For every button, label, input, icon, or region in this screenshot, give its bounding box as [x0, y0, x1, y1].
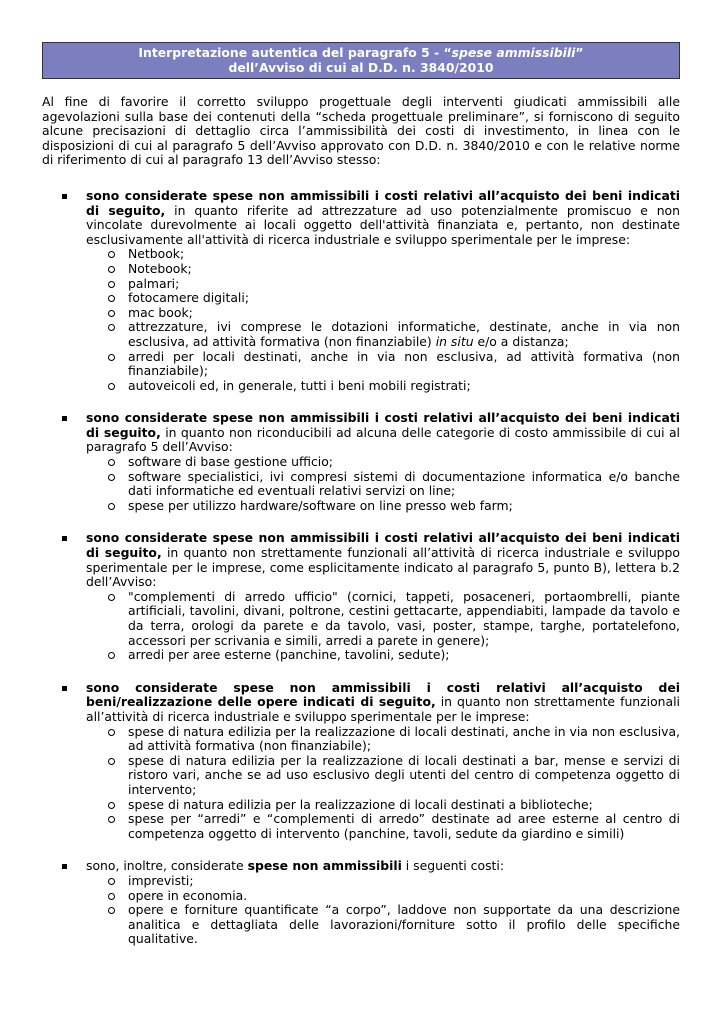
- list-item: arredi per aree esterne (panchine, tavolini, sedute);: [86, 648, 680, 663]
- square-bullet-icon: [62, 536, 67, 541]
- circle-bullet-icon: [108, 474, 115, 481]
- circle-bullet-icon: [108, 878, 115, 885]
- list-item: Notebook;: [86, 262, 680, 277]
- section-1-list: [86, 247, 680, 393]
- list-item: mac book;: [86, 306, 680, 321]
- circle-bullet-icon: [108, 266, 115, 273]
- title-box: [42, 42, 680, 79]
- list-item: spese di natura edilizia per la realizzazione di locali destinati a biblioteche;: [86, 798, 680, 813]
- section-4-list: [86, 725, 680, 842]
- list-item: autoveicoli ed, in generale, tutti i beni mobili registrati;: [86, 379, 680, 394]
- list-item: software specialistici, ivi compresi sistemi di documentazione informatica e/o banche dati informatiche ed eventuali relativi servizi on line;: [86, 470, 680, 499]
- list-item: arredi per locali destinati, anche in via non esclusiva, ad attività formativa (non finanziabile);: [86, 350, 680, 379]
- circle-bullet-icon: [108, 459, 115, 466]
- circle-bullet-icon: [108, 594, 115, 601]
- square-bullet-icon: [62, 864, 67, 869]
- circle-bullet-icon: [108, 310, 115, 317]
- intro-paragraph: Al fine di favorire il corretto sviluppo progettuale degli interventi giudicati ammissibili alle agevolazioni sulla base dei contenuti della “scheda progettuale preliminare”, si forniscono di seguito alcune precisazioni di dettaglio circa l’ammissibilità dei costi di investimento, in linea con le disposizioni di cui al paragrafo 5 dell’Avviso approvato con D.D. n. 3840/2010 e con le relative norme di riferimento di cui al paragrafo 13 dell’Avviso stesso:: [42, 94, 680, 168]
- list-item: palmari;: [86, 277, 680, 292]
- circle-bullet-icon: [108, 802, 115, 809]
- section-2: sono considerate spese non ammissibili i costi relativi all’acquisto dei beni indicati di seguito, in quanto non riconducibili ad alcuna delle categorie di costo ammissibile di cui al paragrafo 5 dell’Avviso: software di base gestione ufficio; software specialistici, ivi compresi sistemi di documentazione informatica e/o banche dati informatiche ed eventuali relativi servizi on line; spese per utilizzo hardware/software on line presso web farm;: [42, 411, 680, 513]
- list-item: attrezzature, ivi comprese le dotazioni informatiche, destinate, anche in via non esclusiva, ad attività formativa (non finanziabile) in situ e/o a distanza;: [86, 320, 680, 349]
- section-2-list: [86, 455, 680, 513]
- circle-bullet-icon: [108, 907, 115, 914]
- circle-bullet-icon: [108, 281, 115, 288]
- list-item: opere e forniture quantificate “a corpo”, laddove non supportate da una descrizione analitica e dettagliata delle lavorazioni/forniture sotto il profilo delle specifiche qualitative.: [86, 903, 680, 947]
- list-item: imprevisti;: [86, 874, 680, 889]
- section-5: sono, inoltre, considerate spese non ammissibili i seguenti costi: imprevisti; opere in economia. opere e forniture quantificate “a corpo”, laddove non supportate da una descrizione analitica e dettagliata delle lavorazioni/forniture sotto il profilo delle specifiche qualitative.: [42, 859, 680, 947]
- title-line-2: dell’Avviso di cui al D.D. n. 3840/2010: [228, 60, 494, 75]
- list-item: spese per “arredi” e “complementi di arredo” destinate ad aree esterne al centro di competenza oggetto di intervento (panchine, tavoli, sedute da giardino e simili): [86, 812, 680, 841]
- list-item: spese di natura edilizia per la realizzazione di locali destinati a bar, mense e servizi di ristoro vari, anche se ad uso esclusivo degli utenti del centro di competenza oggetto di intervento;: [86, 754, 680, 798]
- list-item: software di base gestione ufficio;: [86, 455, 680, 470]
- square-bullet-icon: [62, 194, 67, 199]
- section-3-list: [86, 590, 680, 663]
- circle-bullet-icon: [108, 652, 115, 659]
- circle-bullet-icon: [108, 383, 115, 390]
- circle-bullet-icon: [108, 729, 115, 736]
- circle-bullet-icon: [108, 758, 115, 765]
- list-item: spese per utilizzo hardware/software on line presso web farm;: [86, 499, 680, 514]
- circle-bullet-icon: [108, 354, 115, 361]
- title-line-1: Interpretazione autentica del paragrafo 5 - “spese ammissibili”: [138, 45, 584, 60]
- circle-bullet-icon: [108, 816, 115, 823]
- circle-bullet-icon: [108, 893, 115, 900]
- circle-bullet-icon: [108, 295, 115, 302]
- section-1: sono considerate spese non ammissibili i costi relativi all’acquisto dei beni indicati di seguito, in quanto riferite ad attrezzature ad uso potenzialmente promiscuo e non vincolate durevolmente ai locali oggetto dell'attività finanziata e, pertanto, non destinate esclusivamente all'attività di ricerca industriale e sviluppo sperimentale per le imprese: Netbook; Notebook; palmari; fotocamere digitali; mac book; attrezzature, ivi comprese le dotazioni informatiche, destinate, anche in via non esclusiva, ad attività formativa (non finanziabile) in situ e/o a distanza; arredi per locali destinati, anche in via non esclusiva, ad attività formativa (non finanziabile); autoveicoli ed, in generale, tutti i beni mobili registrati;: [42, 189, 680, 393]
- list-item: fotocamere digitali;: [86, 291, 680, 306]
- section-3: sono considerate spese non ammissibili i costi relativi all’acquisto dei beni indicati di seguito, in quanto non strettamente funzionali all’attività di ricerca industriale e sviluppo sperimentale per le imprese, come esplicitamente indicato al paragrafo 5, punto B), lettera b.2 dell’Avviso: "complementi di arredo ufficio" (cornici, tappeti, posaceneri, portaombrelli, piante artificiali, tavolini, divani, poltrone, cestini gettacarte, appendiabiti, lampade da tavolo e da terra, orologi da parete e da tavolo, vasi, poster, stampe, targhe, portatelefono, accessori per scrivania e simili, arredi a parete in genere); arredi per aree esterne (panchine, tavolini, sedute);: [42, 531, 680, 662]
- section-5-list: [86, 874, 680, 947]
- document-page: [42, 42, 680, 947]
- list-item: opere in economia.: [86, 889, 680, 904]
- circle-bullet-icon: [108, 251, 115, 258]
- list-item: "complementi di arredo ufficio" (cornici, tappeti, posaceneri, portaombrelli, piante artificiali, tavolini, divani, poltrone, cestini gettacarte, appendiabiti, lampade da tavolo e da terra, orologi da parete e da tavolo, vasi, poster, stampe, targhe, portatelefono, accessori per scrivania e simili, arredi a parete in genere);: [86, 590, 680, 648]
- list-item: Netbook;: [86, 247, 680, 262]
- circle-bullet-icon: [108, 324, 115, 331]
- square-bullet-icon: [62, 686, 67, 691]
- circle-bullet-icon: [108, 503, 115, 510]
- square-bullet-icon: [62, 416, 67, 421]
- section-4: sono considerate spese non ammissibili i costi relativi all’acquisto dei beni/realizzazione delle opere indicati di seguito, in quanto non strettamente funzionali all’attività di ricerca industriale e sviluppo sperimentale per le imprese: spese di natura edilizia per la realizzazione di locali destinati, anche in via non esclusiva, ad attività formativa (non finanziabile); spese di natura edilizia per la realizzazione di locali destinati a bar, mense e servizi di ristoro vari, anche se ad uso esclusivo degli utenti del centro di competenza oggetto di intervento; spese di natura edilizia per la realizzazione di locali destinati a biblioteche; spese per “arredi” e “complementi di arredo” destinate ad aree esterne al centro di competenza oggetto di intervento (panchine, tavoli, sedute da giardino e simili): [42, 681, 680, 842]
- list-item: spese di natura edilizia per la realizzazione di locali destinati, anche in via non esclusiva, ad attività formativa (non finanziabile);: [86, 725, 680, 754]
